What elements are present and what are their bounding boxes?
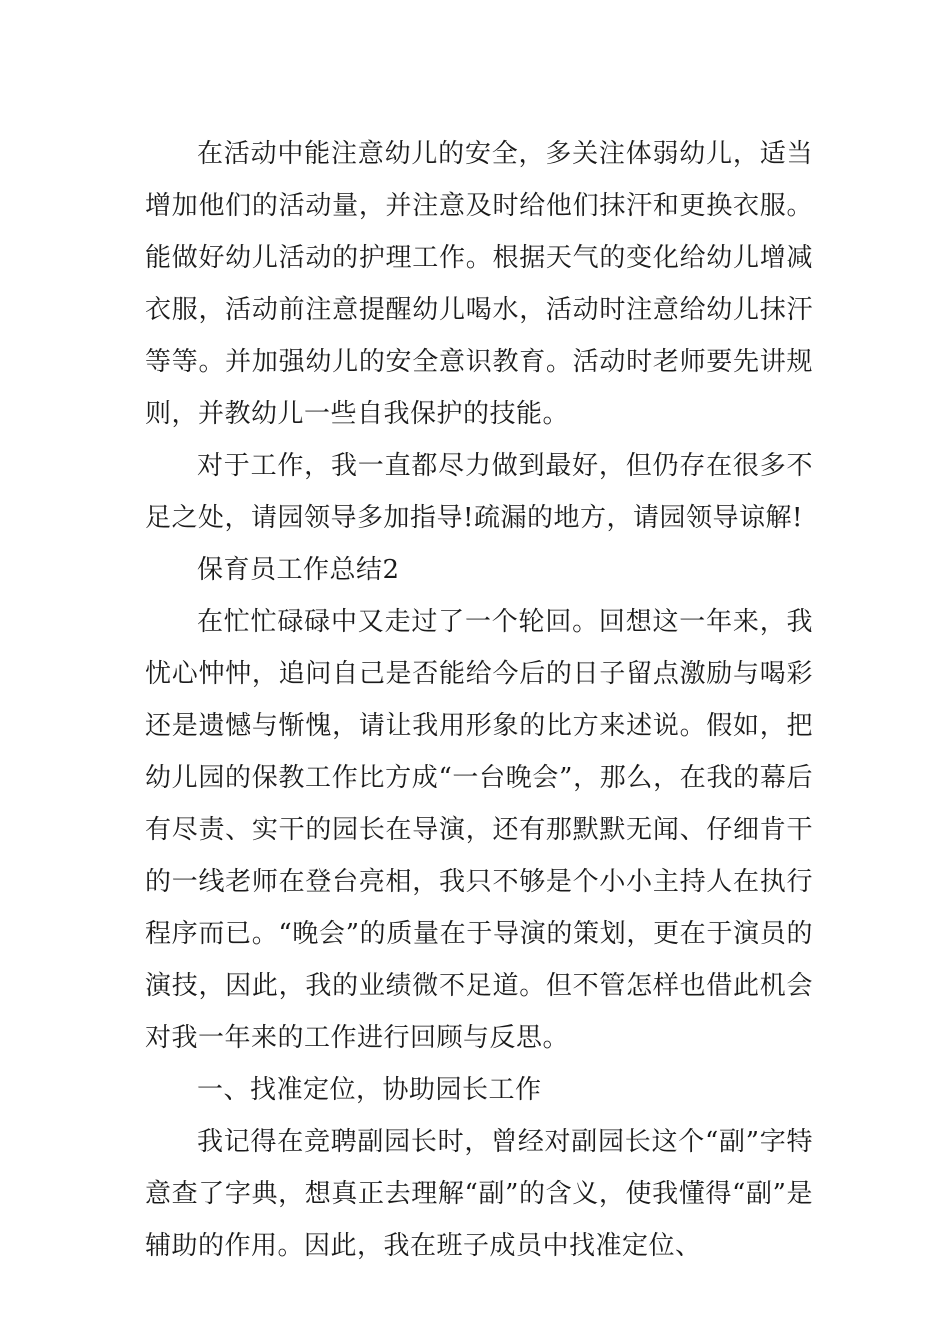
section-heading-positioning: 一、找准定位，协助园长工作 bbox=[197, 1075, 542, 1105]
section-title: 保育员工作总结2 bbox=[197, 555, 400, 585]
document-body bbox=[145, 128, 813, 1272]
paragraph-safety-care: 在活动中能注意幼儿的安全，多关注体弱幼儿，适当增加他们的活动量，并注意及时给他们抹汗和更换衣服。能做好幼儿活动的护理工作。根据天气的变化给幼儿增减衣服，活动前注意提醒幼儿喝水，活动时注意给幼儿抹汗等等。并加强幼儿的安全意识教育。活动时老师要先讲规则，并教幼儿一些自我保护的技能。 bbox=[145, 139, 813, 429]
paragraph-year-review: 在忙忙碌碌中又走过了一个轮回。回想这一年来，我忧心忡忡，追问自己是否能给今后的日子留点激励与喝彩还是遗憾与惭愧，请让我用形象的比方来述说。假如，把幼儿园的保教工作比方成“一台晚会”，那么，在我的幕后有尽责、实干的园长在导演，还有那默默无闻、仔细肯干的一线老师在登台亮相，我只不够是个小小主持人在执行程序而已。“晚会”的质量在于导演的策划，更在于演员的演技，因此，我的业绩微不足道。但不管怎样也借此机会对我一年来的工作进行回顾与反思。 bbox=[145, 607, 813, 1053]
paragraph-closing-remarks: 对于工作，我一直都尽力做到最好，但仍存在很多不足之处，请园领导多加指导!疏漏的地方，请园领导谅解! bbox=[145, 451, 813, 533]
paragraph-vice-director: 我记得在竞聘副园长时，曾经对副园长这个“副”字特意查了字典，想真正去理解“副”的含义，使我懂得“副”是辅助的作用。因此，我在班子成员中找准定位、 bbox=[145, 1127, 813, 1261]
